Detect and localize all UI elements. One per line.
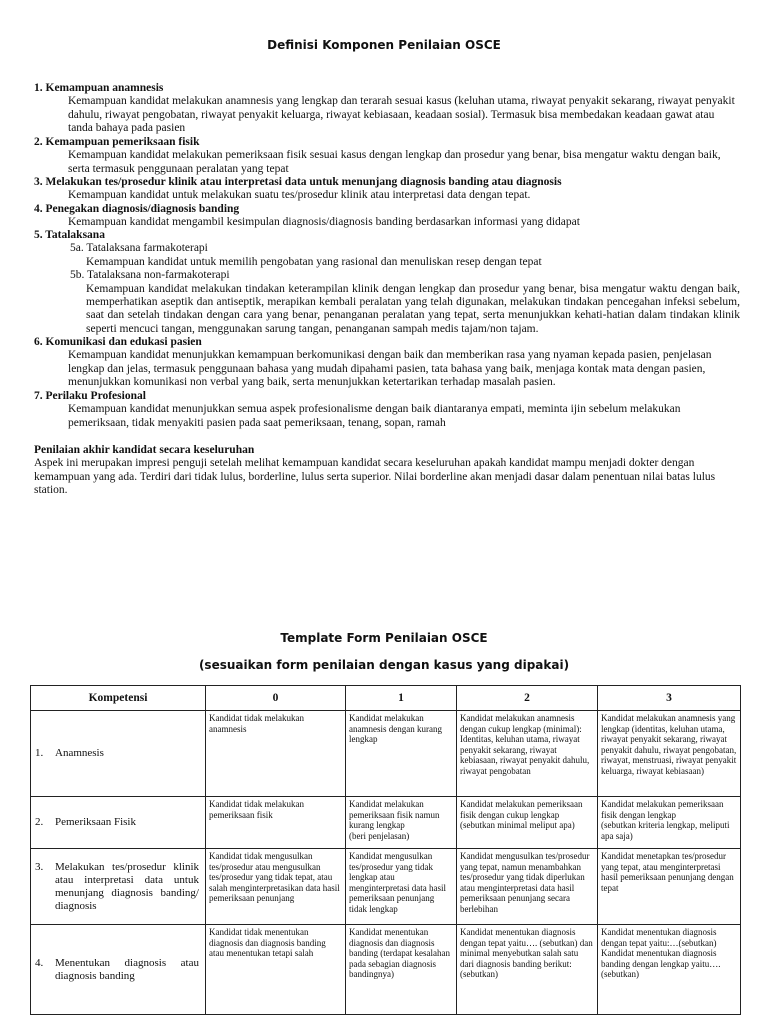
section-anamnesis [34,82,740,136]
section-heading: Penilaian akhir kandidat secara keseluruhan [34,444,255,456]
section-body: Aspek ini merupakan impresi penguji setelah melihat kemampuan kandidat secara keseluruhan apakah kandidat mampu menjadi dokter dengan kemampuan yang ada. Terdiri dari tidak lulus, borderline, lulus serta superior. Nilai borderline akan menjadi dasar dalam penentuan nilai batas lulus station. [34,457,716,497]
header-score-3: 3 [598,686,741,711]
competency-number: 4. [35,956,44,969]
subsection-label: 5b. Tatalaksana non-farmakoterapi [70,269,230,282]
subsection-non-pharmacotherapy [34,269,740,336]
competency-label: Menentukan diagnosis atau diagnosis banding [55,956,199,982]
header-competency: Kompetensi [31,686,206,711]
competency-cell [31,925,206,1015]
score-cell-1: Kandidat melakukan anamnesis dengan kurang lengkap [346,711,457,797]
section-body: Kemampuan kandidat untuk melakukan suatu tes/prosedur klinik atau interpretasi data dengan tepat. [68,189,531,202]
competency-label: Pemeriksaan Fisik [55,816,136,828]
section-heading: 1. Kemampuan anamnesis [34,82,164,94]
section-heading: 2. Kemampuan pemeriksaan fisik [34,136,200,148]
competency-label: Anamnesis [55,747,104,759]
score-cell-1: Kandidat menentukan diagnosis dan diagnosis banding (terdapat kesalahan pada sebagian diagnosis bandingnya) [346,925,457,1015]
section-management [34,229,740,336]
competency-cell [31,849,206,925]
template-title: Template Form Penilaian OSCE [280,631,488,645]
section-diagnosis [34,203,740,230]
score-cell-1: Kandidat mengusulkan tes/prosedur yang tidak lengkap atau menginterpretasi data hasil pemeriksaan penunjang tidak lengkap [346,849,457,925]
table-row [31,925,741,1015]
section-final-assessment [34,444,740,498]
competency-label: Melakukan tes/prosedur klinik atau interpretasi data untuk menunjang diagnosis banding/ diagnosis [55,860,199,912]
section-heading: 7. Perilaku Profesional [34,390,146,402]
section-body: Kemampuan kandidat menunjukkan kemampuan berkomunikasi dengan baik dan memberikan rasa yang nyaman kepada pasien, penjelasan lengkap dan jelas, termasuk penggunaan bahasa yang mudah dipahami pasien, tata bahasa yang baik, menjaga kontak mata dengan pasien, menunjukkan komunikasi non verbal yang baik, serta menunjukkan ketertarikan terhadap masalah pasien. [68,349,712,389]
score-cell-3: Kandidat menentukan diagnosis dengan tepat yaitu:…(sebutkan) Kandidat menentukan diagnosis banding dengan lengkap yaitu…. (sebutkan) [598,925,741,1015]
header-score-0: 0 [206,686,346,711]
section-communication [34,336,740,390]
subsection-body: Kemampuan kandidat untuk memilih pengobatan yang rasional dan menuliskan resep dengan tepat [86,255,542,268]
score-cell-3: Kandidat melakukan pemeriksaan fisik dengan lengkap (sebutkan kriteria lengkap, meliputi apa saja) [598,797,741,849]
score-cell-2: Kandidat melakukan pemeriksaan fisik dengan cukup lengkap (sebutkan minimal meliput apa) [457,797,598,849]
score-cell-1: Kandidat melakukan pemeriksaan fisik namun kurang lengkap (beri penjelasan) [346,797,457,849]
section-body: Kemampuan kandidat melakukan anamnesis yang lengkap dan terarah sesuai kasus (keluhan utama, riwayat penyakit sekarang, riwayat penyakit dahulu, riwayat pengobatan, riwayat penyakit keluarga, riwayat kebiasaan, keadaan sosial). Termasuk bisa membedakan keadaan gawat atau tanda bahaya pada pasien [68,95,735,135]
table-row [31,711,741,797]
section-body: Kemampuan kandidat menunjukkan semua aspek profesionalisme dengan baik diantaranya empati, meminta ijin sebelum melakukan pemeriksaan, tidak menyakiti pasien pada saat pemeriksaan, tenang, sopan, ramah [68,403,681,429]
score-cell-0: Kandidat tidak melakukan anamnesis [206,711,346,797]
score-cell-2: Kandidat mengusulkan tes/prosedur yang tepat, namun menambahkan tes/prosedur yang tidak diperlukan atau menginterpretasi data hasil pemeriksaan penunjang secara berlebihan [457,849,598,925]
subsection-body: Kemampuan kandidat melakukan tindakan keterampilan klinik dengan lengkap dan prosedur yang benar, bisa mengatur waktu dengan baik, memperhatikan aseptik dan antiseptik, merapikan kembali peralatan yang telah digunakan, melakukan tindakan pencegahan infeksi sebelum, saat dan setelah tindakan dengan cara yang benar, penanganan peralatan yang tepat, serta menunjukkan kehati-hatian dalam tindakan klinik seperti mencuci tangan, menggunakan sarung tangan, penanganan sampah medis tajam/non tajam. [86,282,740,335]
section-body: Kemampuan kandidat melakukan pemeriksaan fisik sesuai kasus dengan lengkap dan prosedur yang benar, bisa mengatur waktu dengan baik, serta termasuk penggunaan peralatan yang tepat [68,149,721,175]
subsection-pharmacotherapy [34,242,740,269]
section-heading: 3. Melakukan tes/prosedur klinik atau interpretasi data untuk menunjang diagnosis banding atau diagnosis [34,176,562,188]
score-cell-3: Kandidat melakukan anamnesis yang lengkap (identitas, keluhan utama, riwayat penyakit sekarang, riwayat penyakit dahulu, riwayat pengobatan, riwayat, menstruasi, riwayat penyakit keluarga, riwayat kebiasaan) [598,711,741,797]
template-subtitle: (sesuaikan form penilaian dengan kasus yang dipakai) [198,658,570,672]
competency-number: 3. [35,860,44,873]
section-physical-exam [34,136,740,176]
table-row [31,849,741,925]
competency-cell [31,797,206,849]
section-heading: 4. Penegakan diagnosis/diagnosis banding [34,203,240,215]
section-heading: 5. Tatalaksana [34,229,105,241]
score-cell-2: Kandidat melakukan anamnesis dengan cukup lengkap (minimal): Identitas, keluhan utama, riwayat penyakit sekarang, riwayat kebiasaan, riwayat penyakit dahulu, riwayat pengobatan [457,711,598,797]
section-body: Kemampuan kandidat mengambil kesimpulan diagnosis/diagnosis banding berdasarkan informasi yang didapat [68,216,580,229]
section-heading: 6. Komunikasi dan edukasi pasien [34,336,202,348]
score-cell-0: Kandidat tidak menentukan diagnosis dan diagnosis banding atau menentukan tetapi salah [206,925,346,1015]
competency-cell [31,711,206,797]
score-cell-3: Kandidat menetapkan tes/prosedur yang tepat, atau menginterpretasi hasil pemeriksaan penunjang dengan tepat [598,849,741,925]
table-header-row [31,686,741,711]
competency-number: 2. [35,816,44,828]
table-row [31,797,741,849]
score-cell-0: Kandidat tidak melakukan pemeriksaan fisik [206,797,346,849]
section-professional-behavior [34,390,740,430]
score-cell-2: Kandidat menentukan diagnosis dengan tepat yaitu…. (sebutkan) dan minimal menyebutkan salah satu dari diagnosis banding berikut: (sebutkan) [457,925,598,1015]
header-score-1: 1 [346,686,457,711]
score-cell-0: Kandidat tidak mengusulkan tes/prosedur atau mengusulkan tes/prosedur yang tidak tepat, atau salah menginterpretasikan data hasil pemeriksaan penunjang [206,849,346,925]
assessment-form-table [30,685,741,1015]
section-clinical-test [34,176,740,203]
document-title: Definisi Komponen Penilaian OSCE [267,38,501,52]
header-score-2: 2 [457,686,598,711]
subsection-label: 5a. Tatalaksana farmakoterapi [70,242,208,255]
competency-number: 1. [35,747,44,759]
